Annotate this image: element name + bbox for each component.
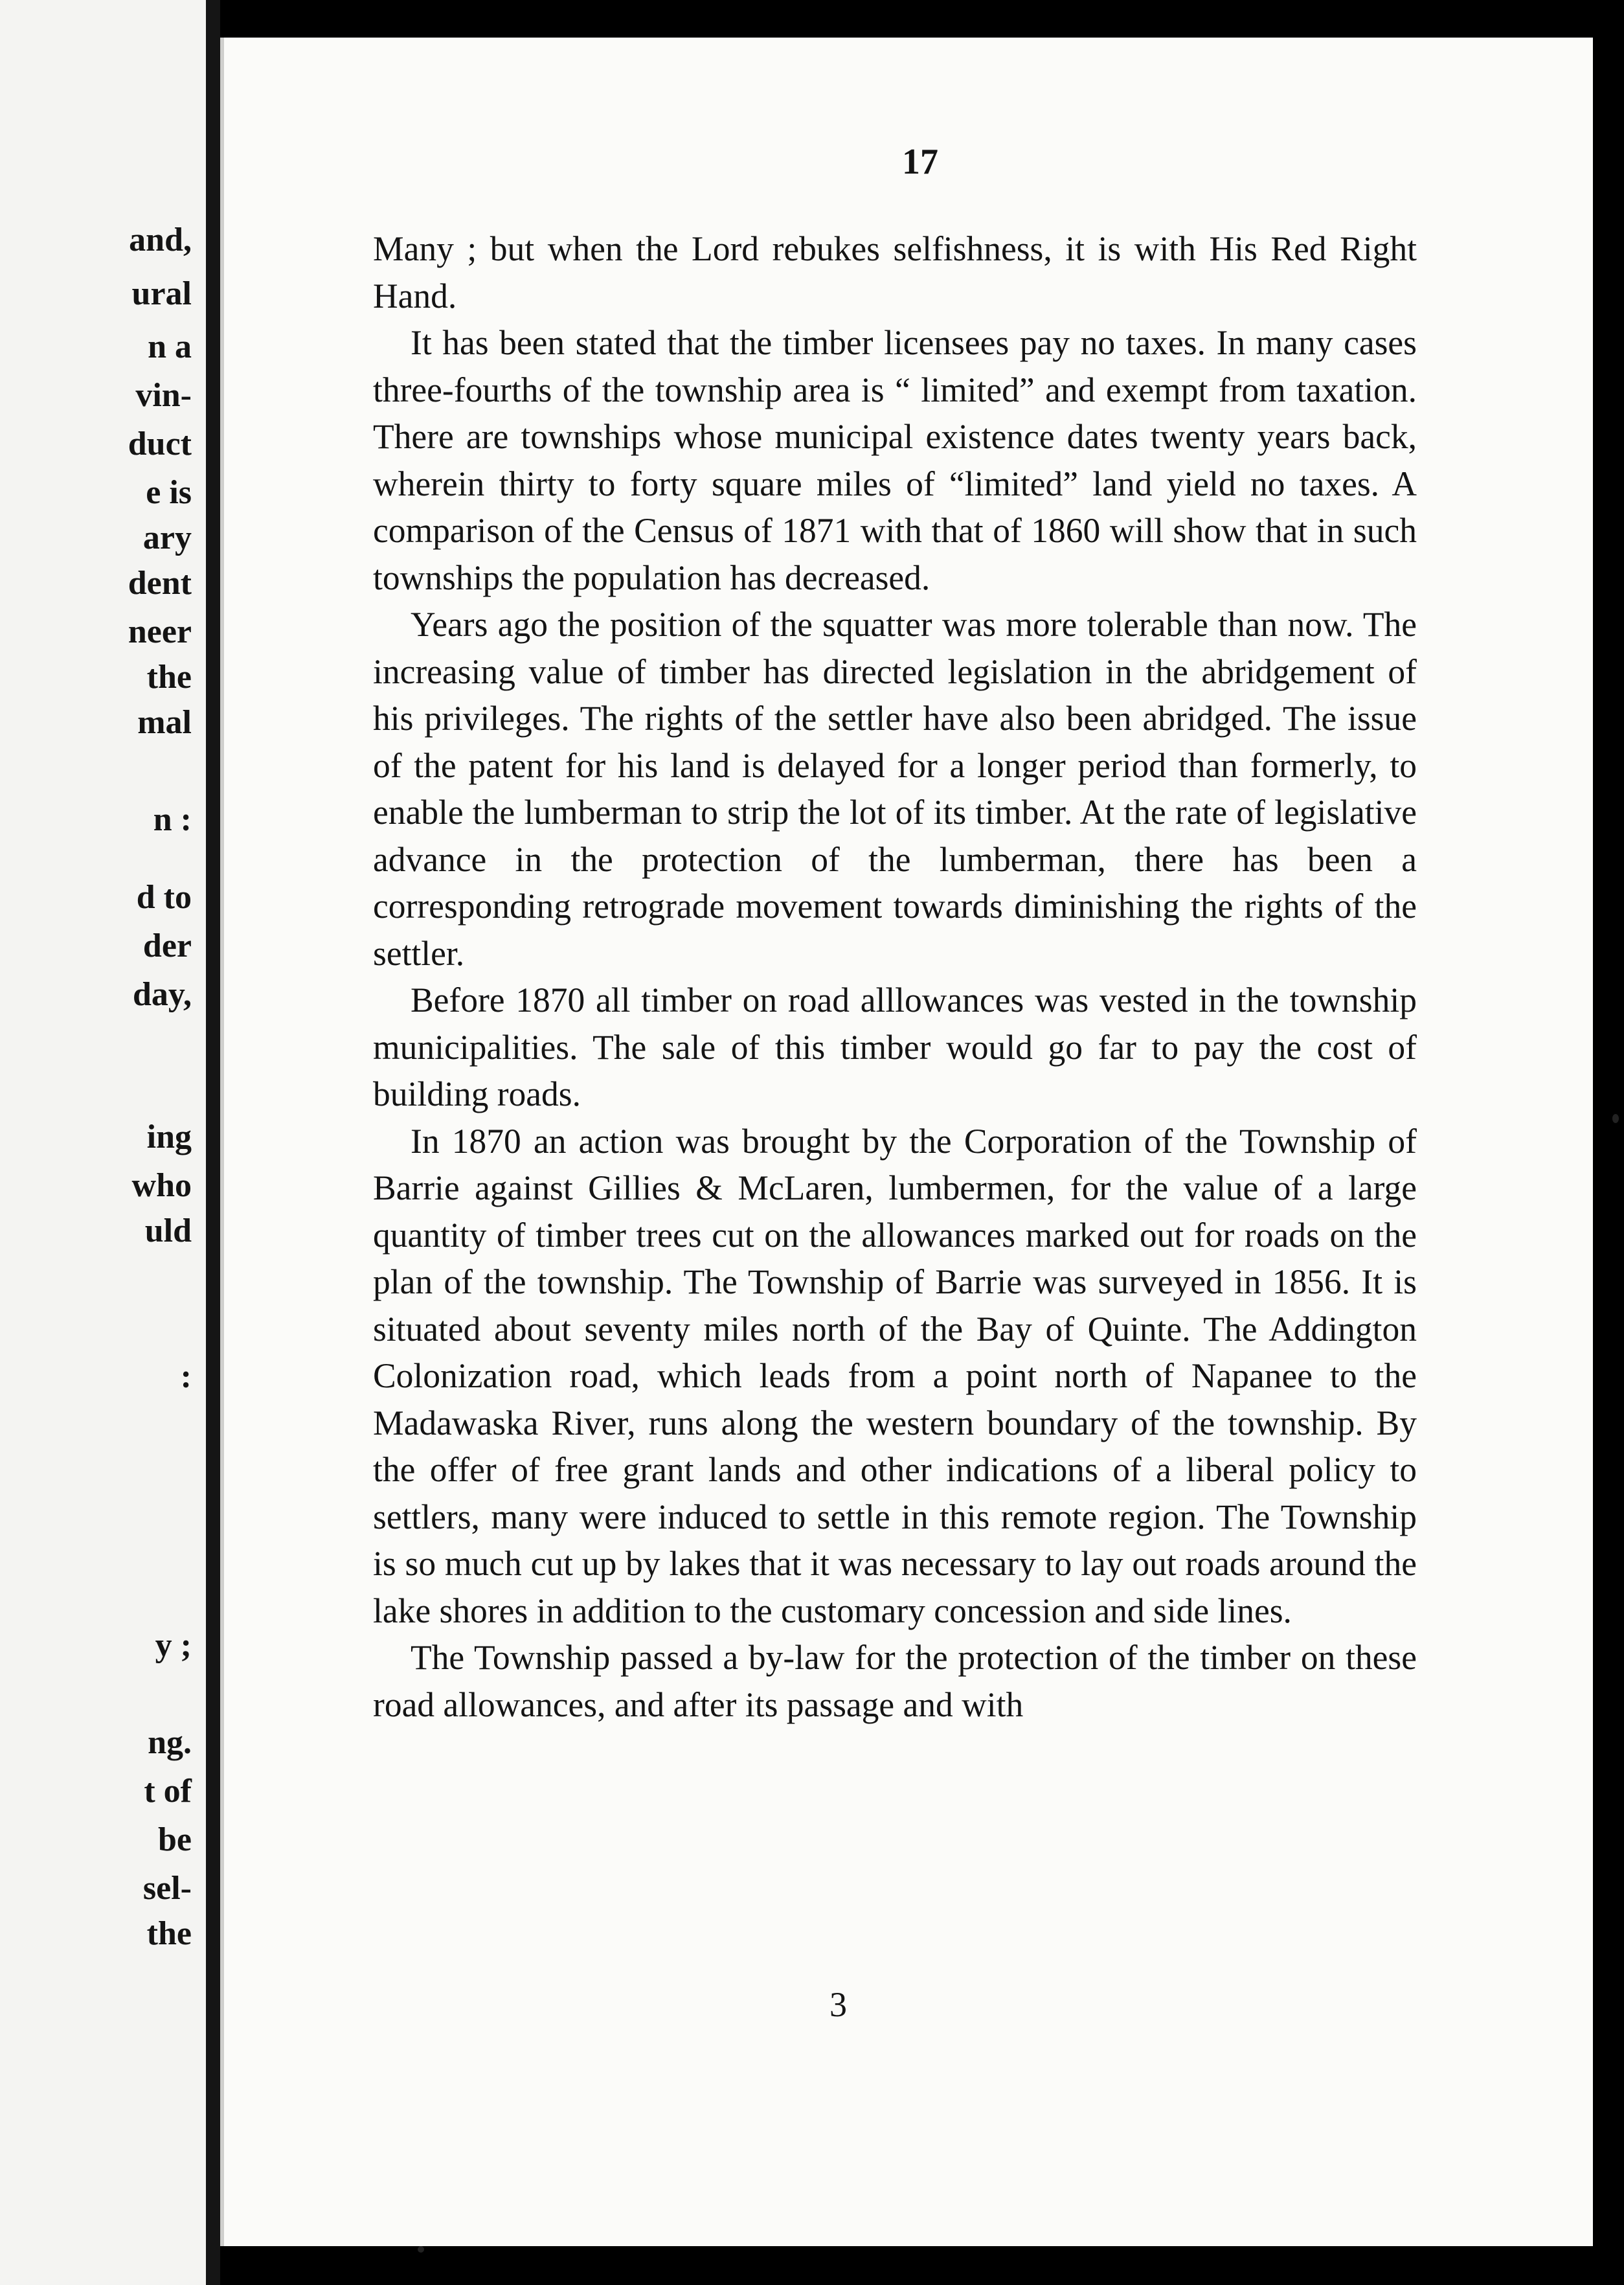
previous-page-fragment: duct bbox=[128, 426, 192, 462]
page-gutter bbox=[206, 0, 220, 2285]
previous-page-fragment: the bbox=[146, 1915, 192, 1952]
page-number-text: 17 bbox=[902, 142, 938, 182]
scan-speck bbox=[1612, 1114, 1619, 1123]
previous-page-fragment: ary bbox=[142, 519, 192, 556]
paragraph-4: Before 1870 all timber on road alllowances was vested in the township municipalities. The sale of this timber would go far to pay the cost of building roads. bbox=[373, 981, 1417, 1113]
previous-page-fragment: uld bbox=[144, 1212, 192, 1249]
previous-page-fragment: the bbox=[146, 659, 192, 696]
previous-page bbox=[0, 0, 206, 2285]
previous-page-fragment: be bbox=[158, 1821, 192, 1858]
previous-page-fragment: ing bbox=[146, 1119, 192, 1155]
previous-page-fragment: y ; bbox=[155, 1627, 192, 1664]
paragraph-2: It has been stated that the timber licensees pay no taxes. In many cases three-fourths of the township area is “ limited” and exempt from taxation. There are townships whose municipal existence dates twenty years back, wherein thirty to forty square miles of “limited” land yield no taxes. A comparison of the Census of 1871 with that of 1860 will show that in such townships the population has decreased. bbox=[373, 323, 1417, 597]
previous-page-fragment: neer bbox=[128, 613, 192, 650]
previous-page-fragment: d to bbox=[136, 879, 192, 916]
paragraph-6: The Township passed a by-law for the protection of the timber on these road allowances, and after its passage and with bbox=[373, 1638, 1417, 1724]
previous-page-fragment: der bbox=[142, 927, 192, 964]
previous-page-fragment: day, bbox=[132, 976, 192, 1013]
previous-page-fragment: ural bbox=[131, 275, 192, 312]
previous-page-fragment: mal bbox=[137, 704, 192, 741]
previous-page-fragment: n a bbox=[148, 328, 192, 365]
previous-page-fragment: e is bbox=[146, 474, 192, 511]
previous-page-fragment: : bbox=[180, 1358, 192, 1395]
body-text bbox=[373, 225, 1417, 1728]
previous-page-fragment: n : bbox=[153, 801, 192, 838]
previous-page-fragment: t of bbox=[144, 1773, 192, 1810]
signature-mark: 3 bbox=[829, 1985, 847, 2024]
previous-page-fragment: ng. bbox=[148, 1724, 192, 1761]
paragraph-1: Many ; but when the Lord rebukes selfishness, it is with His Red Right Hand. bbox=[373, 229, 1417, 315]
previous-page-fragment: and, bbox=[129, 222, 192, 258]
previous-page-fragment: dent bbox=[128, 565, 192, 602]
previous-page-fragment: vin- bbox=[135, 377, 192, 414]
page-number bbox=[224, 141, 1593, 183]
paragraph-5: In 1870 an action was brought by the Corporation of the Township of Barrie against Gillies & McLaren, lumbermen, for the value of a large quantity of timber trees cut on the allowances marked out for roads on the plan of the township. The Township of Barrie was surveyed in 1856. It is situated about seventy miles north of the Bay of Quinte. The Addington Colonization road, which leads from a point north of Napanee to the Madawaska River, runs along the western boundary of the township. By the offer of free grant lands and other indications of a liberal policy to settlers, many were induced to settle in this remote region. The Township is so much cut up by lakes that it was necessary to lay out roads around the lake shores in addition to the customary concession and side lines. bbox=[373, 1121, 1417, 1630]
previous-page-fragment: sel- bbox=[142, 1870, 192, 1907]
book-page bbox=[220, 38, 1593, 2246]
previous-page-fragment: who bbox=[131, 1167, 192, 1204]
scan-speck bbox=[418, 2246, 424, 2253]
paragraph-3: Years ago the position of the squatter was more tolerable than now. The increasing value of timber has directed legislation in the abridgement of his privileges. The rights of the settler have also been abridged. The issue of the patent for his land is delayed for a longer period than formerly, to enable the lumberman to strip the lot of its timber. At the rate of legislative advance in the protection of the lumberman, there has been a corresponding retrograde movement towards diminishing the rights of the settler. bbox=[373, 605, 1417, 973]
